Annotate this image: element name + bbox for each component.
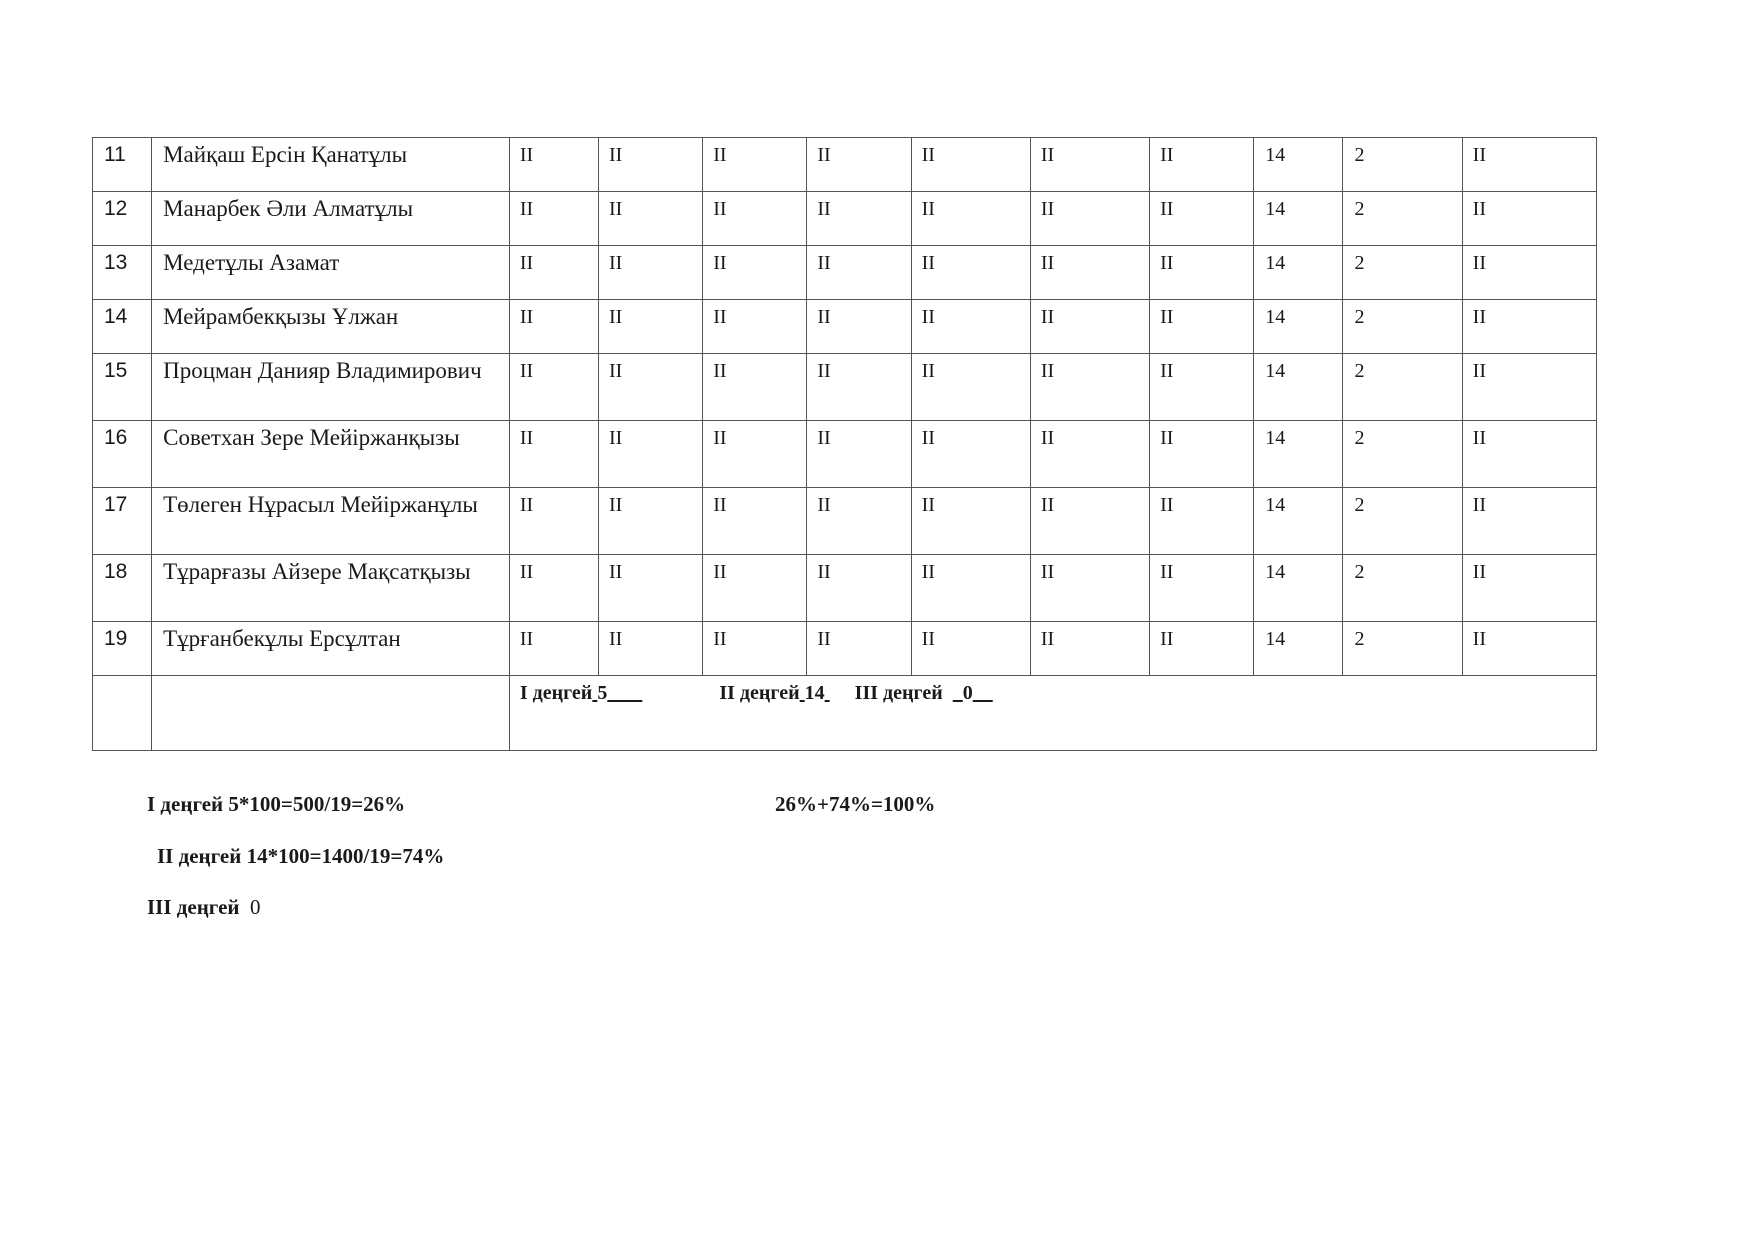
level-cell: II: [911, 246, 1030, 300]
level-cell: II: [1150, 488, 1254, 555]
student-name: Майқаш Ерсін Қанатұлы: [152, 138, 510, 192]
level-cell: II: [598, 246, 702, 300]
row-number: 11: [93, 138, 152, 192]
student-name: Тұрарғазы Айзере Мақсатқызы: [152, 555, 510, 622]
level-cell: II: [598, 192, 702, 246]
summary-row: [93, 676, 1597, 751]
level-cell: II: [509, 192, 598, 246]
level-cell: II: [703, 300, 807, 354]
level-cell: II: [1030, 138, 1149, 192]
level-cell: II: [911, 488, 1030, 555]
level-cell: II: [1030, 354, 1149, 421]
level-cell: II: [1030, 555, 1149, 622]
level-cell: II: [1150, 555, 1254, 622]
count-cell: 2: [1343, 138, 1462, 192]
level-cell: II: [1030, 192, 1149, 246]
level-cell: II: [807, 300, 911, 354]
count-cell: 2: [1343, 622, 1462, 676]
calc-level3-label: III деңгей: [147, 895, 240, 919]
level-cell: II: [807, 192, 911, 246]
total-cell: 14: [1254, 622, 1343, 676]
final-level-cell: II: [1462, 138, 1596, 192]
table-row: [93, 138, 1597, 192]
table-row: [93, 300, 1597, 354]
level-cell: II: [1030, 421, 1149, 488]
table-row: [93, 488, 1597, 555]
count-cell: 2: [1343, 192, 1462, 246]
final-level-cell: II: [1462, 192, 1596, 246]
level-cell: II: [1150, 192, 1254, 246]
final-level-cell: II: [1462, 622, 1596, 676]
count-cell: 2: [1343, 555, 1462, 622]
table-row: [93, 622, 1597, 676]
student-name: Советхан Зере Мейіржанқызы: [152, 421, 510, 488]
total-cell: 14: [1254, 555, 1343, 622]
level-cell: II: [1030, 300, 1149, 354]
count-cell: 2: [1343, 246, 1462, 300]
total-cell: 14: [1254, 421, 1343, 488]
level-cell: II: [1030, 488, 1149, 555]
level-cell: II: [509, 246, 598, 300]
level-cell: II: [807, 421, 911, 488]
level-cell: II: [1150, 138, 1254, 192]
level-cell: II: [911, 192, 1030, 246]
total-cell: 14: [1254, 192, 1343, 246]
level-cell: II: [598, 622, 702, 676]
final-level-cell: II: [1462, 246, 1596, 300]
level-cell: II: [509, 138, 598, 192]
student-name: Медетұлы Азамат: [152, 246, 510, 300]
level-cell: II: [703, 192, 807, 246]
count-cell: 2: [1343, 354, 1462, 421]
table-row: [93, 421, 1597, 488]
total-cell: 14: [1254, 354, 1343, 421]
table-row: [93, 354, 1597, 421]
level-cell: II: [911, 354, 1030, 421]
summary-num-cell: [93, 676, 152, 751]
row-number: 18: [93, 555, 152, 622]
count-cell: 2: [1343, 488, 1462, 555]
summary-level3-value: 0: [962, 682, 973, 704]
level-cell: II: [807, 488, 911, 555]
summary-cell: [509, 676, 1596, 751]
level-cell: II: [807, 354, 911, 421]
summary-level3-label: III деңгей: [854, 682, 943, 704]
level-cell: II: [598, 555, 702, 622]
table-row: [93, 555, 1597, 622]
level-cell: II: [911, 555, 1030, 622]
level-cell: II: [703, 488, 807, 555]
total-cell: 14: [1254, 488, 1343, 555]
summary-line: [510, 676, 1596, 710]
student-name: Төлеген Нұрасыл Мейіржанұлы: [152, 488, 510, 555]
total-cell: 14: [1254, 138, 1343, 192]
calc-level1: I деңгей 5*100=500/19=26%: [147, 792, 406, 816]
level-cell: II: [598, 421, 702, 488]
level-cell: II: [703, 354, 807, 421]
level-cell: II: [1150, 354, 1254, 421]
level-cell: II: [509, 622, 598, 676]
calc-total: 26%+74%=100%: [775, 792, 936, 816]
total-cell: 14: [1254, 300, 1343, 354]
count-cell: 2: [1343, 421, 1462, 488]
summary-level2-value: 14: [804, 682, 825, 704]
table-row: [93, 192, 1597, 246]
row-number: 15: [93, 354, 152, 421]
level-cell: II: [703, 555, 807, 622]
table-body: [93, 138, 1597, 676]
summary-name-cell: [152, 676, 510, 751]
level-cell: II: [1150, 246, 1254, 300]
final-level-cell: II: [1462, 421, 1596, 488]
level-cell: II: [1150, 300, 1254, 354]
level-cell: II: [1150, 421, 1254, 488]
summary-level1-value: 5: [597, 682, 608, 704]
level-cell: II: [509, 300, 598, 354]
level-cell: II: [598, 354, 702, 421]
final-level-cell: II: [1462, 300, 1596, 354]
student-name: Мейрамбекқызы Ұлжан: [152, 300, 510, 354]
row-number: 16: [93, 421, 152, 488]
total-cell: 14: [1254, 246, 1343, 300]
count-cell: 2: [1343, 300, 1462, 354]
student-name: Процман Данияр Владимирович: [152, 354, 510, 421]
final-level-cell: II: [1462, 488, 1596, 555]
level-cell: II: [807, 622, 911, 676]
calc-level2: II деңгей 14*100=1400/19=74%: [157, 844, 445, 868]
student-name: Манарбек Әли Алматұлы: [152, 192, 510, 246]
level-cell: II: [807, 555, 911, 622]
level-cell: II: [598, 300, 702, 354]
level-cell: II: [509, 421, 598, 488]
level-cell: II: [1030, 246, 1149, 300]
level-cell: II: [807, 138, 911, 192]
level-cell: II: [911, 300, 1030, 354]
calc-level3: [147, 895, 261, 920]
level-cell: II: [509, 488, 598, 555]
level-cell: II: [509, 354, 598, 421]
row-number: 17: [93, 488, 152, 555]
grades-table: [92, 137, 1597, 751]
table-row: [93, 246, 1597, 300]
level-cell: II: [703, 138, 807, 192]
summary-level1-label: I деңгей: [519, 682, 593, 704]
level-cell: II: [807, 246, 911, 300]
level-cell: II: [1150, 622, 1254, 676]
calc-level3-value: 0: [250, 895, 261, 919]
row-number: 19: [93, 622, 152, 676]
level-cell: II: [1030, 622, 1149, 676]
level-cell: II: [509, 555, 598, 622]
level-cell: II: [911, 622, 1030, 676]
level-cell: II: [703, 421, 807, 488]
row-number: 13: [93, 246, 152, 300]
level-cell: II: [598, 138, 702, 192]
row-number: 12: [93, 192, 152, 246]
summary-level2-label: II деңгей: [719, 682, 800, 704]
level-cell: II: [703, 246, 807, 300]
level-cell: II: [911, 421, 1030, 488]
row-number: 14: [93, 300, 152, 354]
final-level-cell: II: [1462, 354, 1596, 421]
level-cell: II: [911, 138, 1030, 192]
student-name: Тұрғанбекұлы Ерсұлтан: [152, 622, 510, 676]
level-cell: II: [598, 488, 702, 555]
level-cell: II: [703, 622, 807, 676]
final-level-cell: II: [1462, 555, 1596, 622]
